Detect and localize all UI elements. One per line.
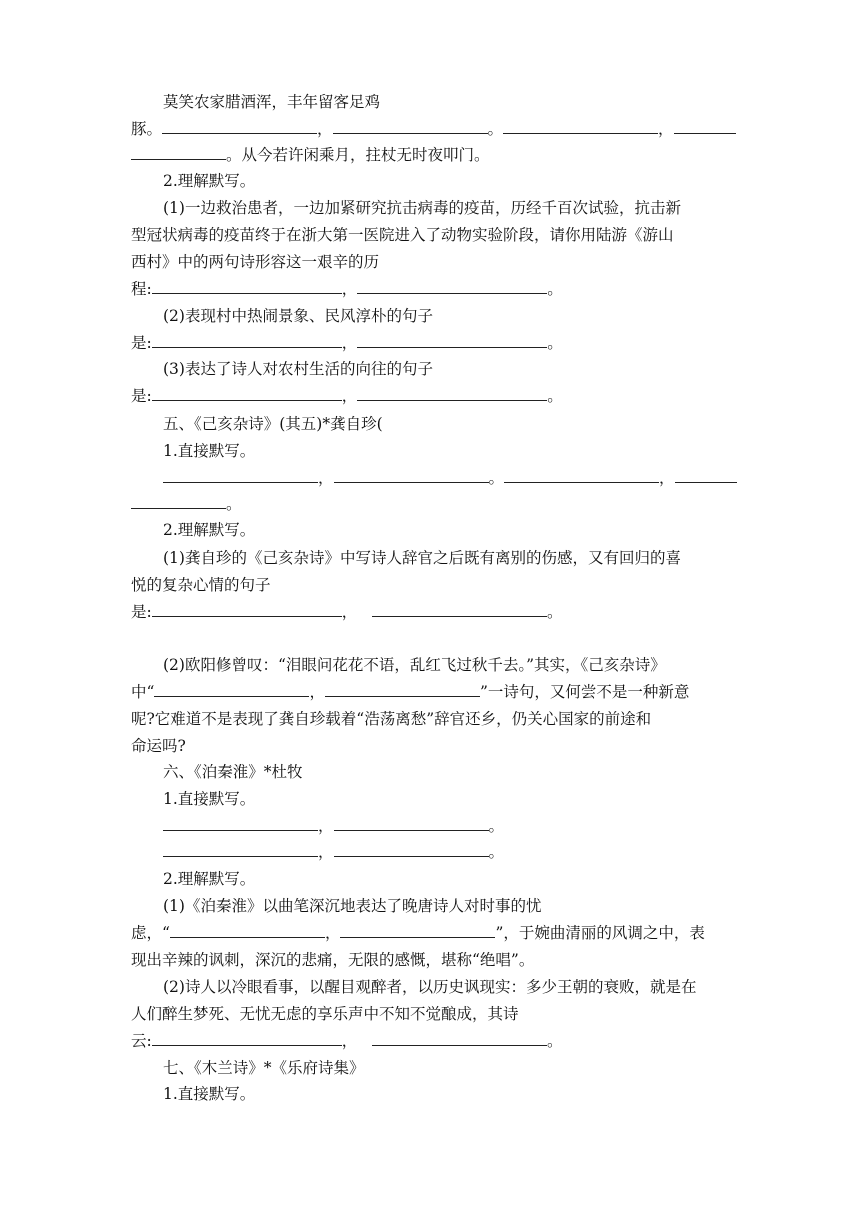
text-segment: 虑，“	[131, 924, 170, 942]
text-segment: 莫笑农家腊酒浑，丰年留客足鸡	[163, 93, 381, 111]
text-segment: 。	[547, 280, 563, 298]
fill-in-blank[interactable]	[152, 601, 342, 617]
text-segment: 。	[547, 387, 563, 405]
text-segment: ，	[659, 469, 675, 487]
fill-in-blank[interactable]	[152, 278, 342, 294]
fill-in-blank[interactable]	[340, 922, 495, 938]
text-segment: 人们醉生梦死、无忧无虑的享乐声中不知不觉酿成，其诗	[131, 1005, 519, 1023]
text-line	[131, 118, 736, 140]
text-segment: 是:	[131, 334, 152, 352]
fill-in-blank[interactable]	[162, 118, 317, 134]
fill-in-blank[interactable]	[372, 1030, 547, 1046]
text-line	[163, 170, 255, 192]
text-segment: 。	[488, 469, 505, 487]
fill-in-blank[interactable]	[163, 467, 318, 483]
fill-in-blank[interactable]	[163, 841, 318, 857]
text-segment: 。	[547, 334, 563, 352]
text-segment: 1.直接默写。	[163, 442, 256, 460]
text-segment: 。	[488, 817, 505, 835]
text-segment: ，	[658, 120, 674, 138]
fill-in-blank[interactable]	[675, 467, 737, 483]
fill-in-blank[interactable]	[674, 118, 736, 134]
text-line	[131, 278, 563, 300]
fill-in-blank[interactable]	[154, 681, 309, 697]
text-segment: (2)欧阳修曾叹：“泪眼问花花不语，乱红飞过秋千去。”其实，《己亥杂诗》	[163, 656, 666, 674]
fill-in-blank[interactable]	[152, 1030, 342, 1046]
text-segment: 命运吗?	[131, 737, 186, 755]
text-segment: 2.理解默写。	[163, 172, 256, 190]
fill-in-blank[interactable]	[131, 493, 226, 509]
text-segment: 程:	[131, 280, 152, 298]
text-segment: ”，于婉曲清丽的风调之中，表	[495, 924, 705, 942]
text-line	[163, 467, 737, 489]
text-line	[163, 547, 681, 569]
text-segment: 六、《泊秦淮》*杜牧	[163, 763, 303, 781]
text-line	[163, 413, 383, 435]
text-segment: ，	[318, 843, 334, 861]
text-line	[163, 1083, 255, 1105]
text-line	[163, 895, 541, 917]
text-segment: 七、《木兰诗》*《乐府诗集》	[163, 1059, 365, 1077]
text-line	[163, 868, 255, 890]
text-line	[131, 601, 563, 623]
fill-in-blank[interactable]	[334, 467, 489, 483]
text-segment: 型冠状病毒的疫苗终于在浙大第一医院进入了动物实验阶段，请你用陆游《游山	[131, 226, 674, 244]
text-segment: 是:	[131, 603, 152, 621]
text-line	[163, 788, 255, 810]
text-line	[163, 976, 696, 998]
text-segment: ”一诗句，又何尝不是一种新意	[479, 683, 690, 701]
text-segment: 2.理解默写。	[163, 870, 256, 888]
fill-in-blank[interactable]	[334, 815, 489, 831]
text-line	[163, 1057, 365, 1079]
fill-in-blank[interactable]	[372, 601, 547, 617]
text-segment: 中“	[131, 683, 155, 701]
text-segment: 是:	[131, 387, 152, 405]
fill-in-blank[interactable]	[504, 467, 659, 483]
text-line	[163, 761, 303, 783]
text-segment: 1.直接默写。	[163, 1085, 256, 1103]
fill-in-blank[interactable]	[163, 815, 318, 831]
fill-in-blank[interactable]	[152, 332, 342, 348]
text-line	[131, 385, 563, 407]
text-segment: 1.直接默写。	[163, 790, 256, 808]
text-segment: (2)表现村中热闹景象、民风淳朴的句子	[163, 307, 433, 325]
text-line	[163, 197, 681, 219]
fill-in-blank[interactable]	[170, 922, 325, 938]
text-line	[131, 922, 705, 944]
text-line	[163, 358, 433, 380]
fill-in-blank[interactable]	[357, 332, 547, 348]
text-line	[163, 91, 380, 113]
text-segment: ，	[341, 1032, 373, 1050]
text-segment: ，	[341, 603, 373, 621]
fill-in-blank[interactable]	[152, 385, 342, 401]
text-line	[163, 440, 255, 462]
text-segment: ，	[341, 280, 358, 298]
text-segment: ，	[318, 469, 334, 487]
text-segment: 五、《己亥杂诗》(其五)*龚自珍(	[163, 415, 383, 433]
text-segment: 。	[488, 843, 505, 861]
text-segment: ，	[324, 924, 341, 942]
text-segment: 云:	[131, 1032, 152, 1050]
text-segment: (3)表达了诗人对农村生活的向往的句子	[163, 360, 433, 378]
fill-in-blank[interactable]	[334, 841, 489, 857]
text-line	[131, 332, 563, 354]
text-segment: ，	[318, 817, 334, 835]
text-line	[163, 841, 504, 863]
text-segment: (1)龚自珍的《己亥杂诗》中写诗人辞官之后既有离别的伤感，又有回归的喜	[163, 549, 681, 567]
text-line	[163, 305, 433, 327]
text-segment: 豚。	[131, 120, 163, 138]
text-line	[131, 1003, 519, 1025]
text-line	[131, 708, 651, 730]
fill-in-blank[interactable]	[503, 118, 658, 134]
text-segment: ，	[341, 387, 358, 405]
text-line	[131, 224, 674, 246]
text-segment: 呢?它难道不是表现了龚自珍载着“浩荡离愁”辞官还乡，仍关心国家的前途和	[131, 710, 652, 728]
text-line	[131, 574, 271, 596]
text-line	[163, 815, 504, 837]
text-line	[163, 654, 666, 676]
text-segment: 2.理解默写。	[163, 521, 256, 539]
fill-in-blank[interactable]	[357, 278, 547, 294]
fill-in-blank[interactable]	[333, 118, 488, 134]
text-segment: 悦的复杂心情的句子	[131, 576, 271, 594]
text-segment: 。	[226, 495, 242, 513]
text-segment: 。从今若许闲乘月，拄杖无时夜叩门。	[226, 146, 490, 164]
text-line	[131, 681, 689, 703]
text-line	[163, 519, 255, 541]
text-segment: 。	[487, 120, 504, 138]
text-segment: ，	[317, 120, 333, 138]
text-line	[131, 1030, 563, 1052]
text-segment: ，	[309, 683, 325, 701]
text-segment: 现出辛辣的讽刺，深沉的悲痛，无限的感慨，堪称“绝唱”。	[131, 951, 535, 969]
text-segment: ，	[341, 334, 358, 352]
text-line	[131, 493, 242, 515]
text-line	[131, 735, 186, 757]
text-line	[131, 949, 534, 971]
text-segment: (1)《泊秦淮》以曲笔深沉地表达了晚唐诗人对时事的忧	[163, 897, 542, 915]
text-segment: 。	[547, 603, 563, 621]
fill-in-blank[interactable]	[131, 144, 226, 160]
text-segment: 。	[547, 1032, 563, 1050]
text-segment: (2)诗人以冷眼看事，以醒目观醉者，以历史讽现实：多少王朝的衰败，就是在	[163, 978, 697, 996]
text-segment: (1)一边救治患者，一边加紧研究抗击病毒的疫苗，历经千百次试验，抗击新	[163, 199, 681, 217]
fill-in-blank[interactable]	[357, 385, 547, 401]
text-segment: 西村》中的两句诗形容这一艰辛的历	[131, 253, 380, 271]
fill-in-blank[interactable]	[325, 681, 480, 697]
text-line	[131, 251, 379, 273]
text-line	[131, 144, 490, 166]
